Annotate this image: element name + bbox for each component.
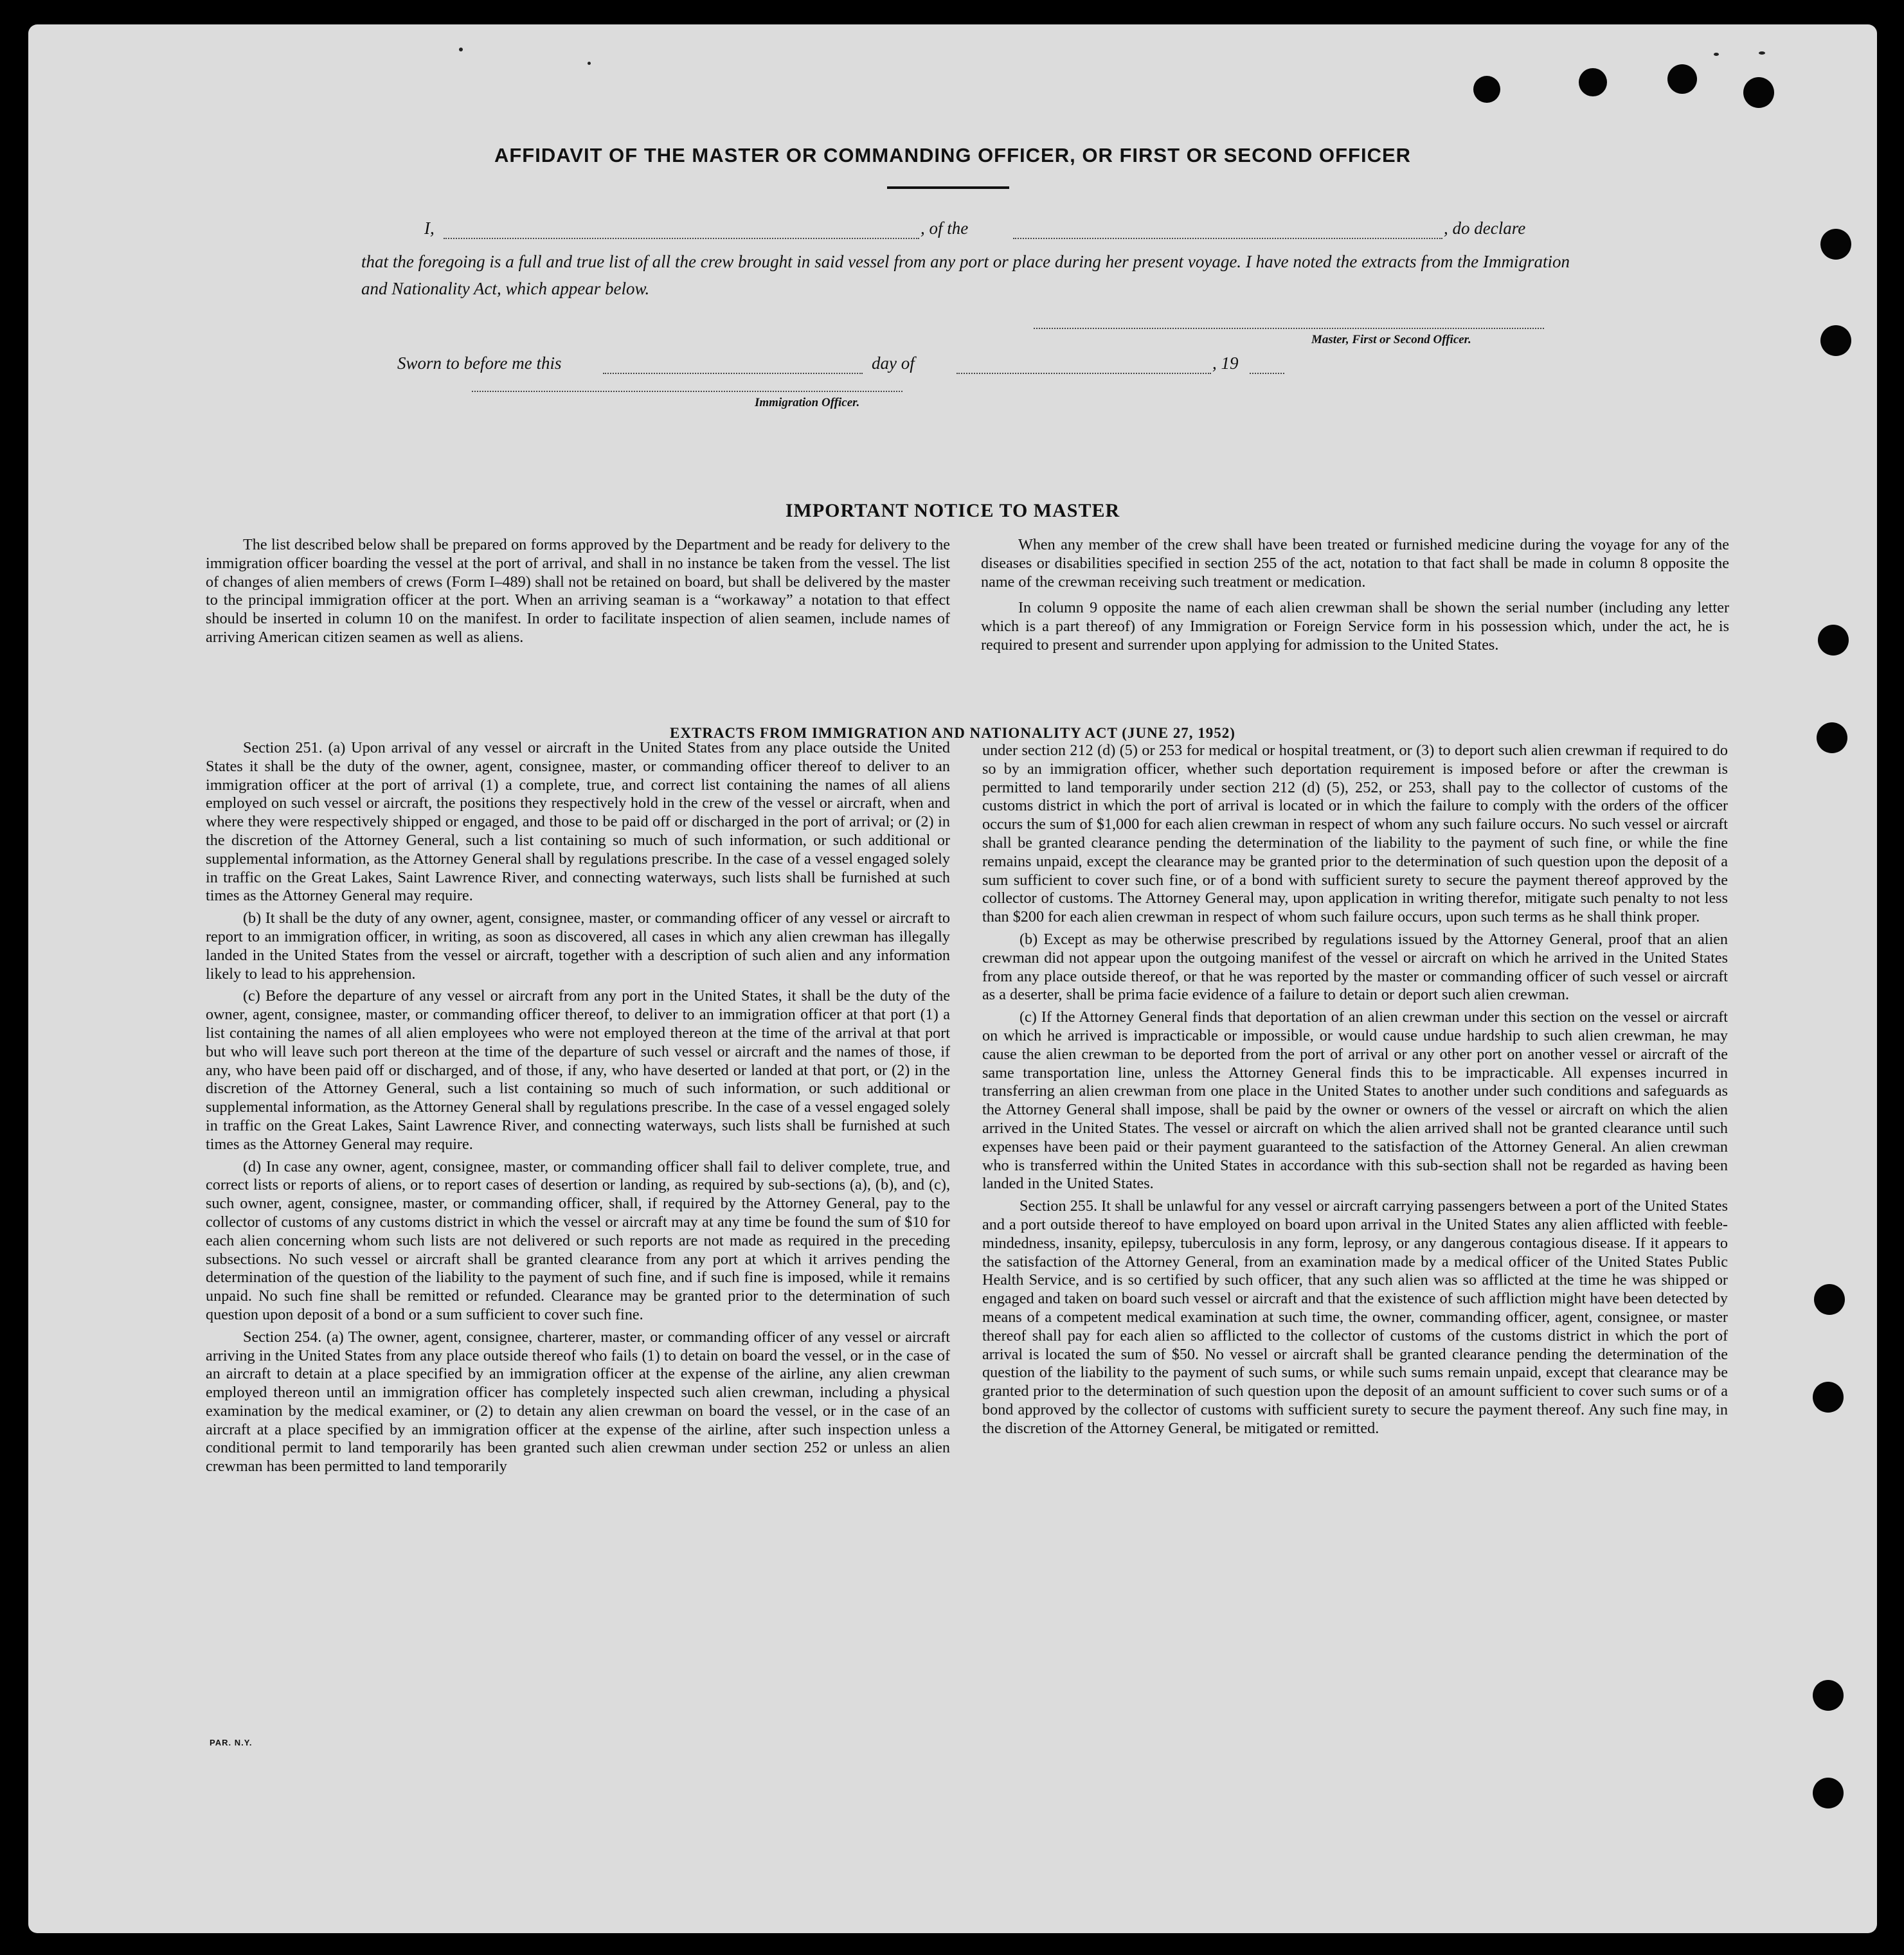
speck — [1714, 53, 1719, 56]
section-paragraph: (d) In case any owner, agent, consignee, master, or commanding officer shall fail to deliver complete, true, and correct lists or reports of aliens, or to report cases of desertion or landing, as required by sub-sections (a), (b), and (c), such owner, agent, consignee, master, or commanding officer, shall, if required by the Attorney General, pay to the collector of customs of any customs district in which the vessel or aircraft may at any time be found the sum of $10 for each alien concerning whom such lists are not delivered or such reports are not made as required in the preceding subsections. No such vessel or aircraft shall be granted clearance from any port at which it arrives pending the determination of the question of the liability to the payment of such fine, and if such fine is imposed, while it remains unpaid. No such fine shall be remitted or refunded. Clearance may be granted prior to the determination of such question upon deposit of a bond or a sum sufficient to cover such fine. — [206, 1157, 950, 1323]
punch-hole — [1814, 1284, 1845, 1315]
decl-of-the-label: , of the — [921, 219, 969, 238]
notice-title: IMPORTANT NOTICE TO MASTER — [785, 500, 1120, 521]
punch-hole — [1813, 1778, 1844, 1808]
immigration-officer-signature-line[interactable] — [472, 391, 903, 392]
title-divider — [887, 186, 1009, 189]
declaration-text: that the foregoing is a full and true list of all the crew brought in said vessel from any port or place during her present voyage. I have noted the extracts from the Immigration and Nationality Act, which appear below. — [361, 252, 1570, 298]
sworn-month-field[interactable] — [956, 373, 1211, 374]
punch-hole — [1813, 1680, 1844, 1711]
speck — [1759, 51, 1765, 55]
punch-hole — [1667, 64, 1697, 94]
section-paragraph: (b) It shall be the duty of any owner, agent, consignee, master, or commanding officer of any vessel or aircraft to report to an immigration officer, in writing, as soon as discovered, all cases in which any alien crewman has illegally landed in the United States from the vessel or aircraft, together with a description of such alien and any information likely to lead to his apprehension. — [206, 909, 950, 983]
vessel-field[interactable] — [1013, 238, 1442, 239]
sworn-day-field[interactable] — [603, 373, 863, 374]
punch-hole — [1820, 229, 1851, 260]
section-paragraph: Section 254. (a) The owner, agent, consignee, charterer, master, or commanding officer of any vessel or aircraft arriving in the United States from any place outside thereof who fails (1) to detain on board the vessel, or in the case of an aircraft to detain at a place specified by an immigration officer at the expense of the airline, any alien crewman employed thereon until an immigration officer has completely inspected such alien crewman, including a physical examination by the medical examiner, or (2) to detain any alien crewman on board the vessel, or in the case of an aircraft at a place specified by an immigration officer at the expense of the airline, after such inspection unless a conditional permit to land temporarily has been granted such alien crewman under section 252 or unless an alien crewman has been permitted to land temporarily — [206, 1328, 950, 1476]
extracts-title: EXTRACTS FROM IMMIGRATION AND NATIONALITY ACT (JUNE 27, 1952) — [670, 725, 1235, 741]
speck — [459, 48, 463, 51]
punch-hole — [1818, 625, 1849, 656]
notice-left-column — [206, 536, 950, 651]
notice-right-column — [981, 536, 1729, 659]
decl-i-label: I, — [424, 219, 435, 238]
master-signature-line[interactable] — [1034, 328, 1544, 329]
section-paragraph: Section 255. It shall be unlawful for any vessel or aircraft carrying passengers between a port of the United States and a port outside thereof to have employed on board upon arrival in the United States any alien afflicted with feeble-mindedness, insanity, epilepsy, tuberculosis in any form, leprosy, or any dangerous contagious disease. If it appears to the satisfaction of the Attorney General, from an examination made by a medical officer of the United States Public Health Service, and is so certified by such officer, that any such alien was so afflicted at the time he was shipped or engaged and taken on board such vessel or aircraft and that the existence of such affliction might have been detected by means of a competent medical examination at such time, the owner, commanding officer, agent, consignee, or master thereof shall pay for each alien so afflicted to the collector of customs of the customs district in which the port of arrival is located the sum of $50. No vessel or aircraft shall be granted clearance pending the determination of the question of the liability to the payment of such sums, or while such sums remain unpaid, except that clearance may be granted prior to the determination of such question upon the deposit of an amount sufficient to cover such sums or of a bond approved by the collector of customs with sufficient surety to secure the payment thereof. Any such fine may, in the discretion of the Attorney General, be mitigated or remitted. — [982, 1197, 1728, 1437]
sworn-line — [397, 353, 1297, 379]
section-paragraph: Section 251. (a) Upon arrival of any vessel or aircraft in the United States from any place outside the United States it shall be the duty of the owner, agent, consignee, master, or commanding officer thereof to deliver to an immigration officer at the port of arrival (1) a complete, true, and correct list containing the names of all aliens employed on such vessel or aircraft, the positions they respectively hold in the crew of the vessel or aircraft, when and where they were respectively shipped or engaged, and those to be paid off or discharged in the port of arrival; or (2) in the discretion of the Attorney General, such a list containing so much of such information, or such additional or supplemental information, as the Attorney General shall by regulations prescribe. In the case of a vessel engaged solely in traffic on the Great Lakes, Saint Lawrence River, and connecting waterways, such lists shall be furnished at such times as the Attorney General may require. — [206, 739, 950, 905]
printer-mark: PAR. N.Y. — [210, 1738, 253, 1747]
section-paragraph: (c) If the Attorney General finds that deportation of an alien crewman under this section on the vessel or aircraft on which he arrived is impracticable or impossible, or would cause undue hardship to such alien crewman, he may cause the alien crewman to be deported from the port of arrival or any other port on another vessel or aircraft of the same transportation line, unless the Attorney General finds this to be impracticable. All expenses incurred in transferring an alien crewman from one place in the United States to another under such conditions and safeguards as the Attorney General shall impose, shall be paid by the owner or owners of the vessel or aircraft on which the alien arrived in the United States. The vessel or aircraft on which the alien arrived shall not be granted clearance until such expenses have been paid or their payment guaranteed to the satisfaction of the Attorney General. An alien crewman who is transferred within the United States in accordance with this sub-section shall not be regarded as having been landed in the United States. — [982, 1008, 1728, 1193]
section-paragraph: (c) Before the departure of any vessel or aircraft from any port in the United States, it shall be the duty of the owner, agent, consignee, master, or commanding officer thereof, to deliver to an immigration officer at that port (1) a list containing the names of all alien employees who were not employed thereon at the time of the arrival at that port but who will leave such port thereon at the time of the departure of such vessel or aircraft and the names of those, if any, who have been paid off or discharged, and of those, if any, who have deserted or landed at that port, or (2) in the discretion of the Attorney General, such a list containing so much of such information, or such additional or supplemental information, as the Attorney General shall by regulations prescribe. In the case of a vessel engaged solely in traffic on the Great Lakes, Saint Lawrence River, and connecting waterways, such lists shall be furnished at such times as the Attorney General may require. — [206, 987, 950, 1153]
punch-hole — [1743, 77, 1774, 108]
decl-do-declare-label: , do declare — [1444, 219, 1526, 238]
punch-hole — [1473, 76, 1500, 103]
sworn-label: Sworn to before me this — [397, 353, 562, 373]
immigration-officer-label: Immigration Officer. — [755, 396, 860, 409]
name-field[interactable] — [444, 238, 919, 239]
sworn-year-field[interactable] — [1250, 373, 1284, 374]
section-paragraph: under section 212 (d) (5) or 253 for medical or hospital treatment, or (3) to deport such alien crewman if required to do so by an immigration officer, whether such deportation requirement is imposed before or after the crewman is permitted to land temporarily under section 212 (d) (5), 252, or 253, shall pay to the collector of customs of the customs district in which the port of arrival is located or in which the failure to comply with the orders of the officer occurs the sum of $1,000 for each alien crewman in respect of whom any such failure occurs. No such vessel or aircraft shall be granted clearance pending the determination of the liability to the payment of such fine, or while the fine remains unpaid, except the clearance may be granted prior to the determination of such question upon the deposit of a sum sufficient to cover such fine, or of a bond with sufficient surety to secure the payment thereof approved by the collector of customs. The Attorney General may, upon application in writing therefor, mitigate such penalty to not less than $200 for each alien crewman in respect of whom such failure occurs, upon such terms as he shall think proper. — [982, 742, 1728, 926]
speck — [588, 62, 591, 65]
punch-hole — [1820, 325, 1851, 356]
extracts-left-column — [206, 739, 950, 1480]
declaration-line — [399, 219, 1568, 244]
notice-paragraph: The list described below shall be prepared on forms approved by the Department and be ready for delivery to the immigration officer boarding the vessel at the port of arrival, and shall in no instance be taken from the vessel. The list of changes of alien members of crews (Form I–489) shall not be retained on board, but shall be delivered by the master to the principal immigration officer at the port. When an arriving seaman is a “workaway” a notation to that effect should be inserted in column 10 on the manifest. In order to facilitate inspection of alien seamen, include names of arriving American citizen seamen as well as aliens. — [206, 536, 950, 646]
punch-hole — [1579, 68, 1607, 96]
extracts-right-column — [982, 742, 1728, 1442]
day-of-label: day of — [872, 353, 915, 373]
section-paragraph: (b) Except as may be otherwise prescribed by regulations issued by the Attorney General, proof that an alien crewman did not appear upon the outgoing manifest of the vessel or aircraft on which he arrived in the United States from any place outside thereof, or that he was reported by the master or commanding officer of such vessel or aircraft as a deserter, shall be prima facie evidence of a failure to detain or deport such alien crewman. — [982, 930, 1728, 1004]
document-page — [28, 24, 1877, 1933]
year-label: , 19 — [1212, 353, 1239, 373]
punch-hole — [1813, 1382, 1844, 1413]
notice-paragraph: In column 9 opposite the name of each alien crewman shall be shown the serial number (including any letter which is a part thereof) of any Immigration or Foreign Service form in his possession which, under the act, he is required to present and surrender upon applying for admission to the United States. — [981, 599, 1729, 654]
affidavit-title: AFFIDAVIT OF THE MASTER OR COMMANDING OFFICER, OR FIRST OR SECOND OFFICER — [494, 144, 1412, 166]
notice-paragraph: When any member of the crew shall have been treated or furnished medicine during the voyage for any of the diseases or disabilities specified in section 255 of the act, notation to that fact shall be made in column 8 opposite the name of the crewman receiving such treatment or medication. — [981, 536, 1729, 591]
master-signature-label: Master, First or Second Officer. — [1311, 333, 1471, 346]
